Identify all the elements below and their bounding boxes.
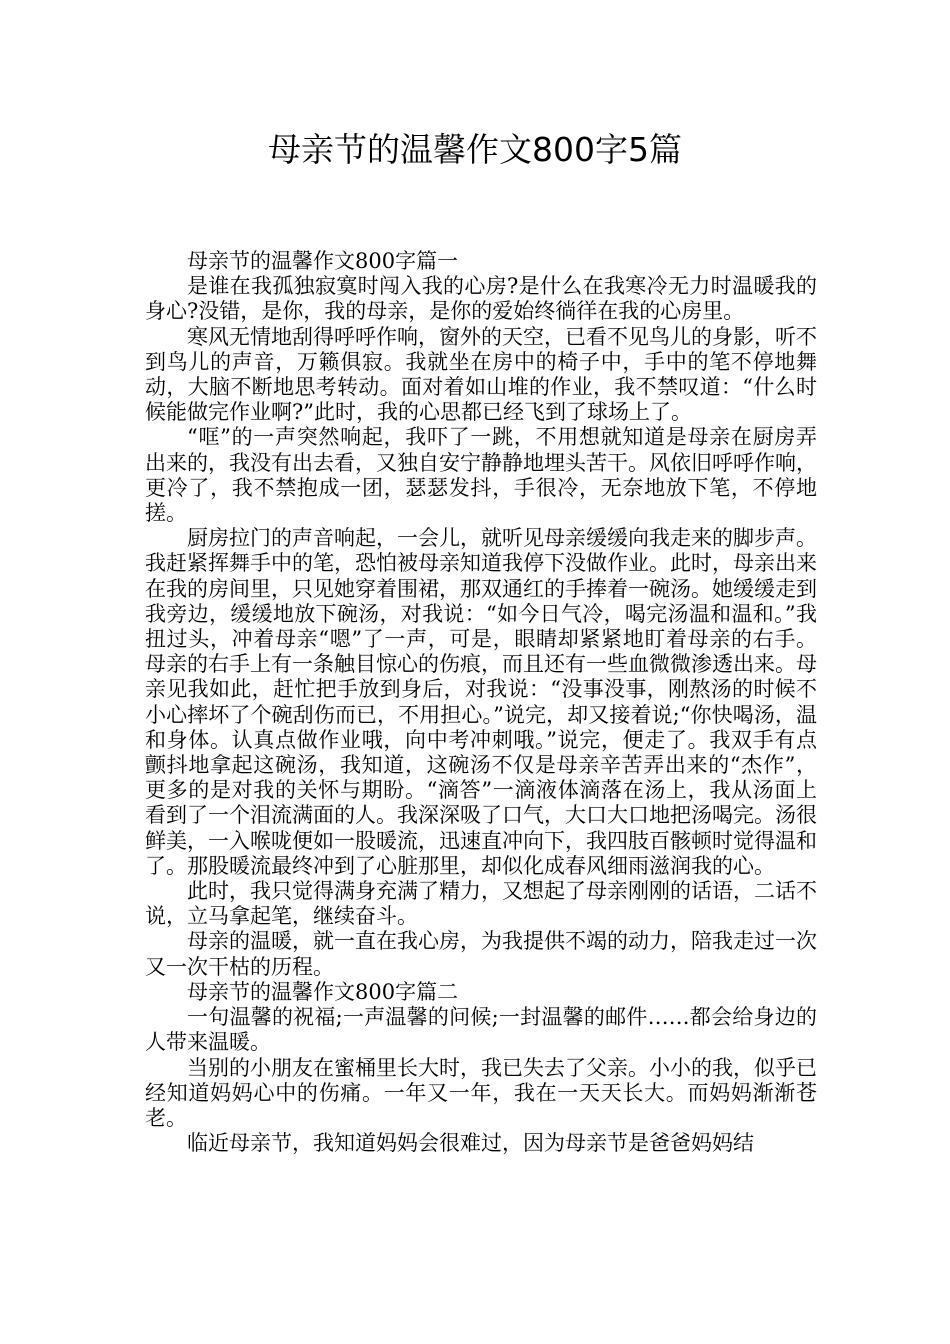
paragraph: 厨房拉门的声音响起，一会儿，就听见母亲缓缓向我走来的脚步声。我赶紧挥舞手中的笔，恐怕被母亲知道我停下没做作业。此时，母亲出来在我的房间里，只见她穿着围裙，那双通红的手捧着一碗汤。她缓缓走到我旁边，缓缓地放下碗汤，对我说：“如今日气冷，喝完汤温和温和。”我扭过头，冲着母亲“嗯”了一声，可是，眼睛却紧紧地盯着母亲的右手。母亲的右手上有一条触目惊心的伤痕，而且还有一些血微微渗透出来。母亲见我如此，赶忙把手放到身后，对我说：“没事没事，刚熬汤的时候不小心摔坏了个碗刮伤而已，不用担心。”说完，却又接着说;“你快喝汤，温和身体。认真点做作业哦，向中考冲刺哦。”说完，便走了。我双手有点颤抖地拿起这碗汤，我知道，这碗汤不仅是母亲辛苦弄出来的“杰作”，更多的是对我的关怀与期盼。“滴答”一滴液体滴落在汤上，我从汤面上看到了一个泪流满面的人。我深深吸了口气，大口大口地把汤喝完。汤很鲜美，一入喉咙便如一股暖流，迅速直冲向下，我四肢百骸顿时觉得温和了。那股暖流最终冲到了心脏那里，却似化成春风细雨滋润我的心。 xyxy=(145,526,817,878)
paragraph: 是谁在我孤独寂寞时闯入我的心房?是什么在我寒冷无力时温暖我的身心?没错，是你，我的母亲，是你的爱始终徜徉在我的心房里。 xyxy=(145,274,817,324)
paragraph: 一句温馨的祝福;一声温馨的问候;一封温馨的邮件……都会给身边的人带来温暖。 xyxy=(145,1005,817,1055)
paragraph: 此时，我只觉得满身充满了精力，又想起了母亲刚刚的话语，二话不说，立马拿起笔，继续奋斗。 xyxy=(145,879,817,929)
paragraph: “哐”的一声突然响起，我吓了一跳，不用想就知道是母亲在厨房弄出来的，我没有出去看，又独自安宁静静地埋头苦干。风依旧呼呼作响，更冷了，我不禁抱成一团，瑟瑟发抖，手很冷，无奈地放下笔，不停地搓。 xyxy=(145,425,817,526)
paragraph: 母亲的温暖，就一直在我心房，为我提供不竭的动力，陪我走过一次又一次干枯的历程。 xyxy=(145,929,817,979)
section-heading: 母亲节的温馨作文800字篇二 xyxy=(187,979,459,1004)
document-body xyxy=(145,249,817,1156)
document-title: 母亲节的温馨作文800字5篇 xyxy=(268,130,682,169)
paragraph: 当别的小朋友在蜜桶里长大时，我已失去了父亲。小小的我，似乎已经知道妈妈心中的伤痛。一年又一年，我在一天天长大。而妈妈渐渐苍老。 xyxy=(145,1055,817,1130)
paragraph: 寒风无情地刮得呼呼作响，窗外的天空，已看不见鸟儿的身影，听不到鸟儿的声音，万籁俱寂。我就坐在房中的椅子中，手中的笔不停地舞动，大脑不断地思考转动。面对着如山堆的作业，我不禁叹道：“什么时候能做完作业啊?”此时，我的心思都已经飞到了球场上了。 xyxy=(145,324,817,425)
paragraph: 临近母亲节，我知道妈妈会很难过，因为母亲节是爸爸妈妈结 xyxy=(187,1131,754,1156)
section-heading: 母亲节的温馨作文800字篇一 xyxy=(187,249,459,273)
